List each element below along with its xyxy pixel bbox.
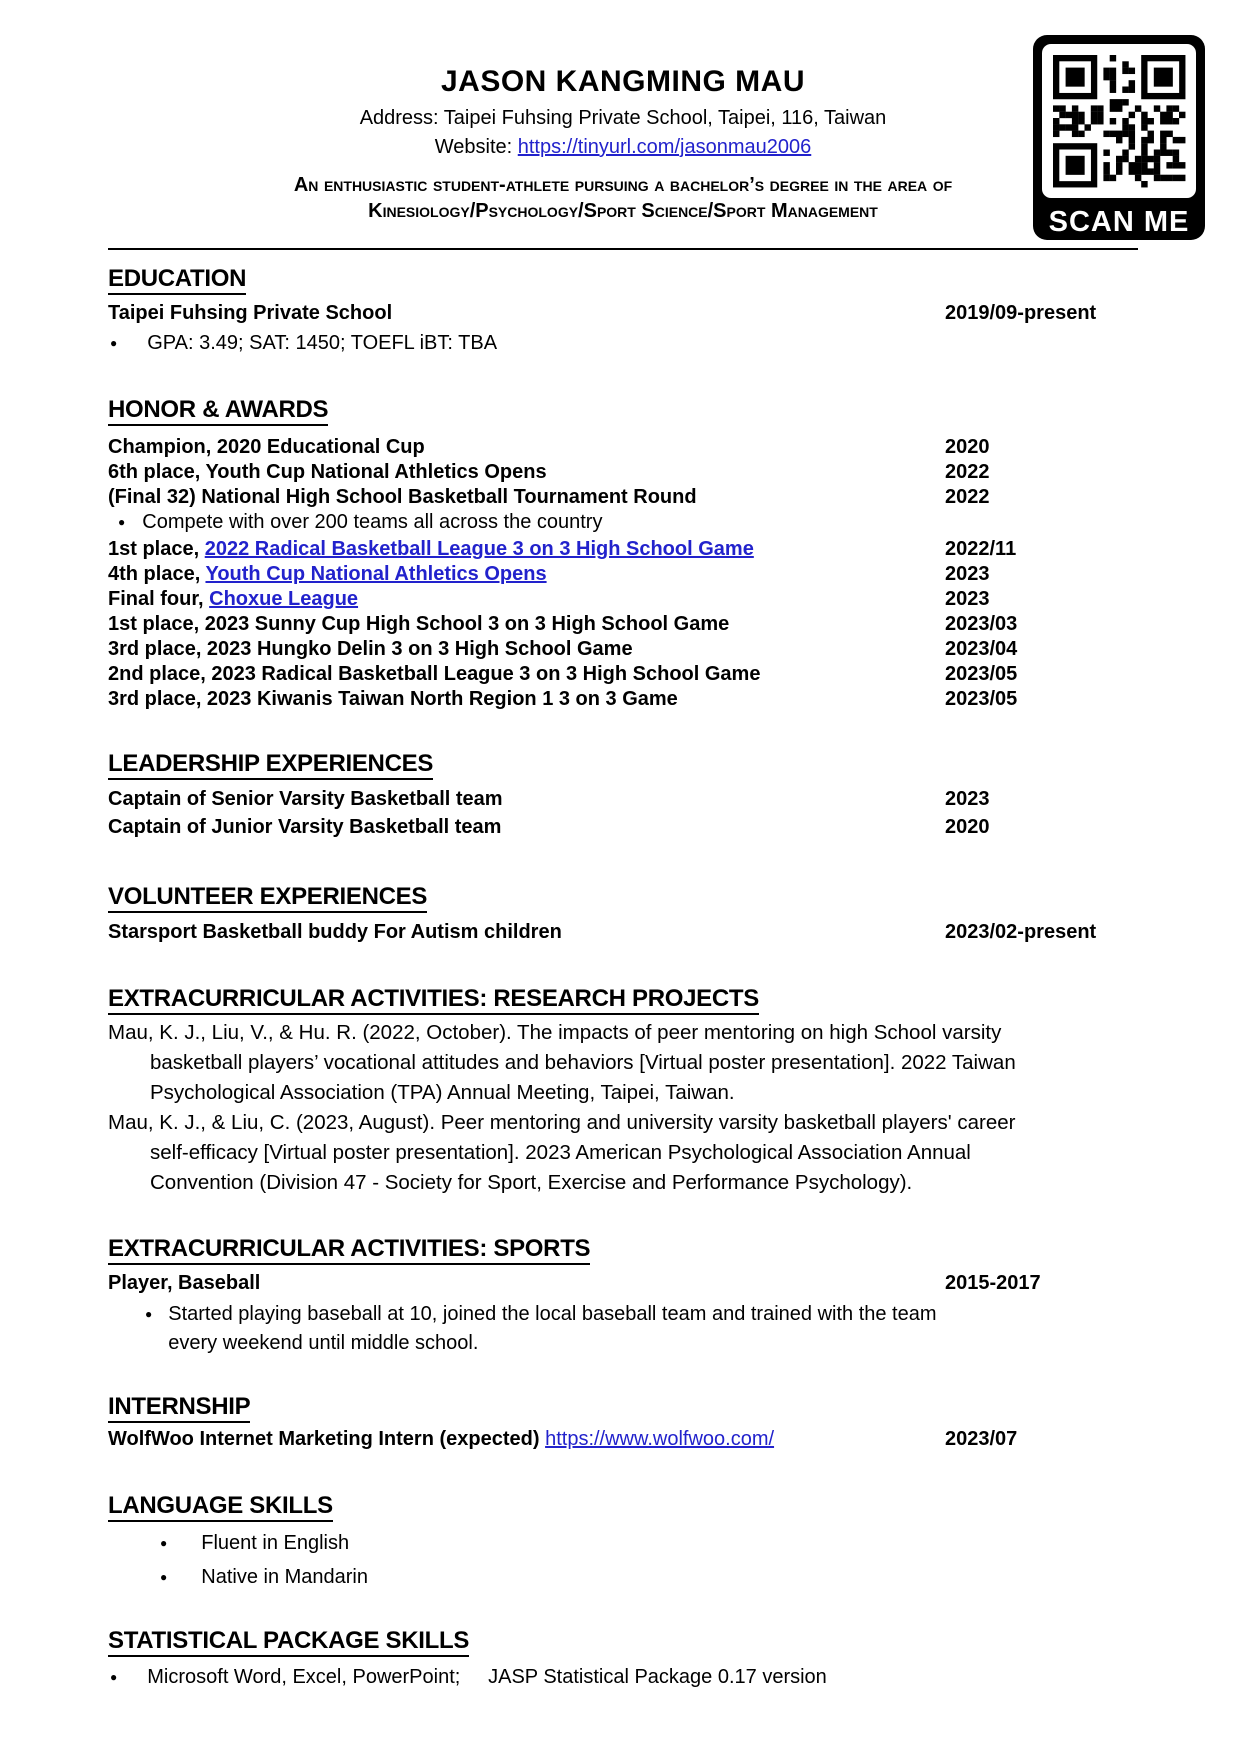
bullet-icon: ●	[118, 515, 126, 529]
section-title-research: EXTRACURRICULAR ACTIVITIES: RESEARCH PROJECTS	[108, 986, 759, 1015]
section-research	[108, 986, 1138, 1198]
language-text: Native in Mandarin	[201, 1566, 368, 1588]
section-title-languages: LANGUAGE SKILLS	[108, 1493, 333, 1522]
award-text: 2nd place, 2023 Radical Basketball League 3 on 3 High School Game	[108, 663, 761, 685]
education-date: 2019/09-present	[945, 302, 1097, 324]
award-text: Champion, 2020 Educational Cup	[108, 436, 425, 458]
section-title-internship: INTERNSHIP	[108, 1394, 250, 1423]
language-bullet	[108, 1563, 1138, 1593]
leadership-row	[108, 787, 1138, 812]
award-text: 3rd place, 2023 Hungko Delin 3 on 3 High School Game	[108, 638, 633, 660]
language-bullet	[108, 1529, 1138, 1559]
bullet-icon: ●	[145, 1307, 153, 1321]
leadership-row	[108, 815, 1138, 840]
section-leadership	[108, 751, 1138, 840]
section-title-education: EDUCATION	[108, 266, 246, 295]
award-link[interactable]: Youth Cup National Athletics Opens	[205, 563, 547, 585]
citation: Mau, K. J., & Liu, C. (2023, August). Peer mentoring and university varsity basketball players' career self-efficacy [Virtual poster presentation]. 2023 American Psychological Association Annual Convention (Division 47 - Society for Sport, Exercise and Performance Psychology).	[108, 1111, 1016, 1194]
bullet-icon: ●	[160, 1536, 168, 1550]
section-volunteer	[108, 884, 1138, 945]
award-date: 2020	[945, 436, 990, 458]
section-education	[108, 266, 1138, 358]
award-date: 2022/11	[945, 538, 1017, 560]
award-text: (Final 32) National High School Basketball Tournament Round	[108, 486, 697, 508]
award-row	[108, 537, 1138, 562]
stats-bullet	[108, 1663, 1138, 1693]
award-date: 2023/05	[945, 663, 1018, 685]
header	[108, 0, 1138, 224]
award-text: Final four,	[108, 588, 204, 610]
internship-date: 2023/07	[945, 1428, 1018, 1450]
award-date: 2022	[945, 486, 990, 508]
award-text: 1st place,	[108, 538, 200, 560]
award-text: 3rd place, 2023 Kiwanis Taiwan North Region 1 3 on 3 Game	[108, 688, 678, 710]
section-title-leadership: LEADERSHIP EXPERIENCES	[108, 751, 433, 780]
volunteer-date: 2023/02-present	[945, 921, 1097, 943]
award-row	[108, 687, 1138, 712]
address-line: Address: Taipei Fuhsing Private School, Taipei, 116, Taiwan	[359, 107, 887, 129]
website-line	[108, 133, 1138, 162]
candidate-name: JASON KANGMING MAU	[440, 65, 805, 98]
leadership-date: 2023	[945, 788, 990, 810]
award-link[interactable]: 2022 Radical Basketball League 3 on 3 High School Game	[204, 538, 754, 560]
award-row	[108, 460, 1138, 485]
gpa-text: GPA: 3.49; SAT: 1450; TOEFL iBT: TBA	[147, 332, 498, 354]
section-stats	[108, 1628, 1138, 1693]
award-date: 2022	[945, 461, 990, 483]
school-name: Taipei Fuhsing Private School	[108, 302, 393, 324]
internship-link[interactable]: https://www.wolfwoo.com/	[545, 1428, 775, 1450]
award-note-text: Compete with over 200 teams all across the country	[142, 511, 603, 533]
leadership-date: 2020	[945, 816, 990, 838]
award-row	[108, 637, 1138, 662]
leadership-text: Captain of Junior Varsity Basketball team	[108, 816, 502, 838]
website-link[interactable]: https://tinyurl.com/jasonmau2006	[517, 136, 812, 158]
award-row	[108, 435, 1138, 460]
section-internship	[108, 1394, 1138, 1452]
sports-role: Player, Baseball	[108, 1272, 261, 1294]
tagline	[108, 172, 1138, 224]
award-row	[108, 612, 1138, 637]
sports-row	[108, 1271, 1138, 1296]
bullet-icon: ●	[160, 1570, 168, 1584]
section-honors	[108, 397, 1138, 712]
award-date: 2023	[945, 588, 990, 610]
bullet-icon: ●	[110, 336, 118, 350]
header-divider	[108, 248, 1138, 250]
language-text: Fluent in English	[201, 1532, 350, 1554]
section-sports	[108, 1236, 1138, 1358]
internship-row	[108, 1427, 1138, 1452]
award-text: 6th place, Youth Cup National Athletics Opens	[108, 461, 547, 483]
award-date: 2023	[945, 563, 990, 585]
sports-bullet-text: Started playing baseball at 10, joined the local baseball team and trained with the team every weekend until middle school.	[168, 1303, 937, 1354]
leadership-text: Captain of Senior Varsity Basketball team	[108, 788, 503, 810]
tagline-line-1: An enthusiastic student-athlete pursuing a bachelor’s degree in the area of	[293, 174, 953, 196]
citation: Mau, K. J., Liu, V., & Hu. R. (2022, October). The impacts of peer mentoring on high School varsity basketball players’ vocational attitudes and behaviors [Virtual poster presentation]. 2022 Taiwan Psychological Association (TPA) Annual Meeting, Taipei, Taiwan.	[108, 1021, 1016, 1104]
sports-bullet	[108, 1300, 1138, 1358]
section-languages	[108, 1493, 1138, 1593]
bullet-icon: ●	[110, 1670, 118, 1684]
award-text: 1st place, 2023 Sunny Cup High School 3 on 3 High School Game	[108, 613, 730, 635]
website-label: Website:	[434, 136, 513, 158]
education-row	[108, 301, 1138, 326]
award-note-row	[108, 510, 1138, 537]
sports-date: 2015-2017	[945, 1272, 1041, 1294]
tagline-line-2: Kinesiology/Psychology/Sport Science/Sport Management	[368, 200, 878, 222]
award-row	[108, 587, 1138, 612]
award-date: 2023/05	[945, 688, 1018, 710]
volunteer-text: Starsport Basketball buddy For Autism children	[108, 921, 562, 943]
award-row	[108, 562, 1138, 587]
award-row	[108, 662, 1138, 687]
section-title-honors: HONOR & AWARDS	[108, 397, 328, 426]
internship-role: WolfWoo Internet Marketing Intern (expected)	[108, 1428, 540, 1450]
education-bullet	[108, 331, 1138, 358]
award-row	[108, 485, 1138, 510]
award-date: 2023/03	[945, 613, 1018, 635]
section-title-volunteer: VOLUNTEER EXPERIENCES	[108, 884, 427, 913]
section-title-stats: STATISTICAL PACKAGE SKILLS	[108, 1628, 469, 1657]
volunteer-row	[108, 920, 1138, 945]
stats-text: Microsoft Word, Excel, PowerPoint; JASP Statistical Package 0.17 version	[147, 1666, 827, 1688]
award-text: 4th place,	[108, 563, 201, 585]
qr-scan-label: SCAN ME	[1048, 206, 1190, 238]
award-date: 2023/04	[945, 638, 1018, 660]
section-title-sports: EXTRACURRICULAR ACTIVITIES: SPORTS	[108, 1236, 590, 1265]
award-link[interactable]: Choxue League	[209, 588, 359, 610]
